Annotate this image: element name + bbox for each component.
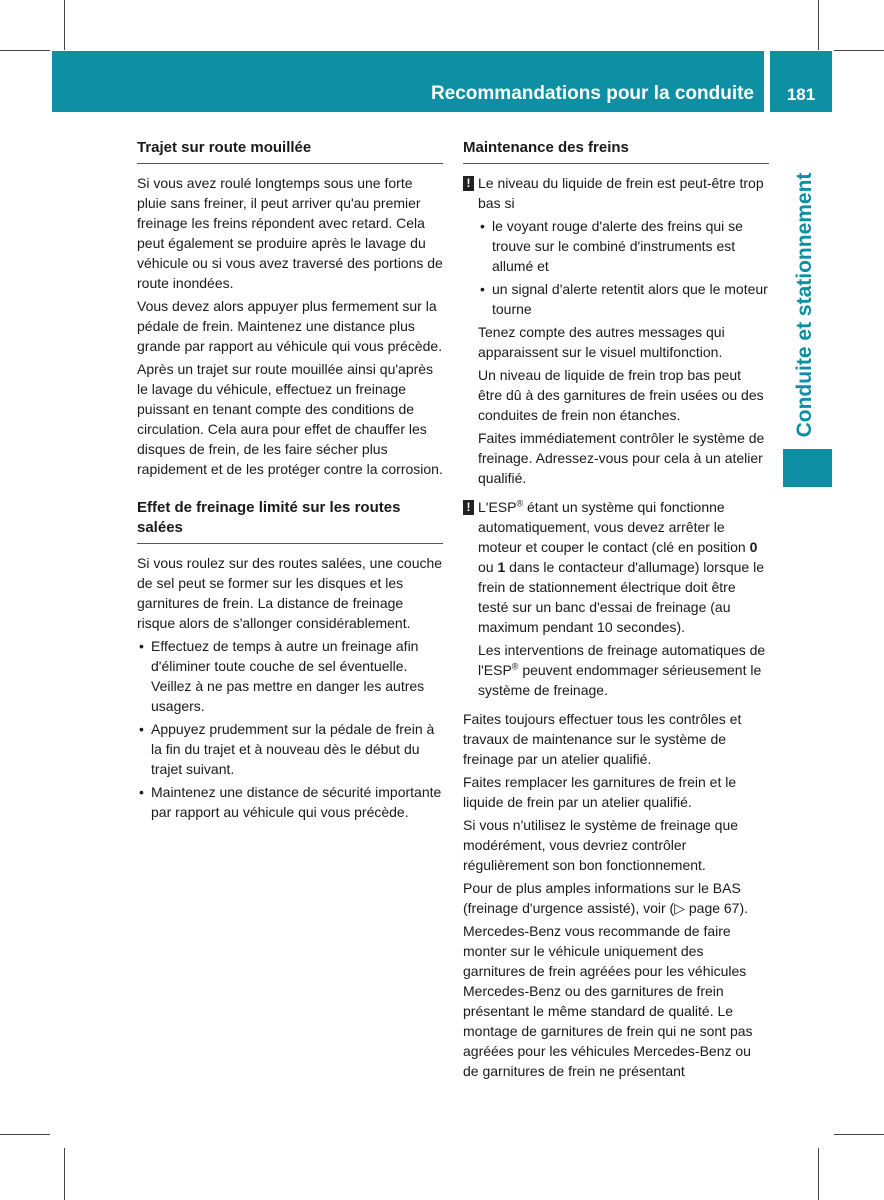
list-item-text: un signal d'alerte retentit alors que le moteur tourne: [492, 281, 768, 317]
paragraph: Vous devez alors appuyer plus fermement sur la pédale de frein. Maintenez une distance plus grande par rapport au véhicule qui vous précède.: [137, 298, 443, 354]
warning-paragraph: Un niveau de liquide de frein trop bas peut être dû à des garnitures de frein usées ou des conduites de frein non étanches.: [478, 367, 764, 423]
heading-brake-maintenance: Maintenance des freins: [463, 138, 769, 164]
paragraph: Si vous roulez sur des routes salées, une couche de sel peut se former sur les disques et les garnitures de frein. La distance de freinage risque alors de s'allonger considérablement.: [137, 555, 443, 631]
heading-wet-road: Trajet sur route mouillée: [137, 138, 443, 164]
bullet-icon: •: [139, 638, 144, 654]
key-position-1: 1: [497, 559, 506, 575]
list-item-text: Effectuez de temps à autre un freinage afin d'éliminer toute couche de sel éventuelle. Veillez à ne pas mettre en danger les autres usagers.: [151, 638, 425, 714]
warning-icon: !: [463, 500, 474, 515]
warning-text: dans le contacteur d'allumage) lorsque le frein de stationnement électrique doit être testé sur un banc d'essai de freinage (au maximum pendant 10 secondes).: [478, 559, 764, 635]
bullet-icon: •: [480, 218, 485, 234]
list-item: [478, 279, 769, 319]
crop-mark: [834, 1134, 884, 1135]
warning-text: peuvent endommager sérieusement le système de freinage.: [478, 662, 762, 698]
warning-icon: !: [463, 176, 474, 191]
warning-paragraph: Faites immédiatement contrôler le système de freinage. Adressez-vous pour cela à un atelier qualifié.: [478, 430, 765, 486]
crop-mark: [0, 50, 50, 51]
warning-paragraph: [478, 640, 769, 700]
side-tab-marker: [783, 449, 832, 487]
list-item: [478, 216, 769, 276]
right-column: [463, 138, 769, 1084]
crop-mark: [834, 50, 884, 51]
warning-intro: [463, 173, 769, 213]
crop-mark: [64, 0, 65, 50]
section-title: Recommandations pour la conduite: [430, 83, 754, 104]
registered-mark: ®: [516, 498, 524, 509]
crop-mark: [818, 0, 819, 50]
side-tab: [780, 165, 830, 445]
registered-mark: ®: [511, 661, 519, 672]
list-item: [137, 782, 443, 822]
paragraph: Mercedes-Benz vous recommande de faire monter sur le véhicule uniquement des garnitures de frein agréées pour les véhicules Mercedes-Benz ou des garnitures de frein présentant le même standard de qualité. Le montage de garnitures de frein qui ne sont pas agréées pour les véhicules Mercedes-Benz ou de garnitures de frein ne présentant: [463, 923, 753, 1079]
paragraph: Si vous avez roulé longtemps sous une forte pluie sans freiner, il peut arriver qu'au premier freinage les freins répondent avec retard. Cela peut également se produire après le lavage du véhicule ou si vous avez traversé des portions de route inondées.: [137, 175, 443, 291]
paragraph: Faites toujours effectuer tous les contrôles et travaux de maintenance sur le système de freinage par un atelier qualifié.: [463, 711, 742, 767]
crop-mark: [818, 1148, 819, 1200]
warning-text: Le niveau du liquide de frein est peut-être trop bas si: [478, 175, 764, 211]
crop-mark: [64, 1148, 65, 1200]
warning-text: ou: [478, 559, 498, 575]
page-number: 181: [786, 85, 816, 104]
header-bar: [52, 51, 764, 112]
warning-text: étant un système qui fonctionne automatiquement, vous devez arrêter le moteur et couper le contact (clé en position: [478, 499, 750, 555]
paragraph: Faites remplacer les garnitures de frein et le liquide de frein par un atelier qualifié.: [463, 774, 737, 810]
left-column: [137, 138, 443, 825]
list-item-text: Appuyez prudemment sur la pédale de frein à la fin du trajet et à nouveau dès le début du trajet suivant.: [151, 721, 435, 777]
bullet-icon: •: [480, 281, 485, 297]
paragraph-bas-reference: Pour de plus amples informations sur le BAS (freinage d'urgence assisté), voir (▷ page 67).: [463, 880, 749, 916]
key-position-0: 0: [749, 539, 758, 555]
warning-block: [463, 173, 769, 488]
side-tab-label: Conduite et stationnement: [793, 172, 816, 438]
bullet-icon: •: [139, 721, 144, 737]
warning-paragraph: Tenez compte des autres messages qui apparaissent sur le visuel multifonction.: [478, 324, 725, 360]
paragraph: Après un trajet sur route mouillée ainsi qu'après le lavage du véhicule, effectuez un freinage puissant en tenant compte des conditions de circulation. Cela aura pour effet de chauffer les disques de frein, de les faire sécher plus rapidement et de les protéger contre la corrosion.: [137, 361, 443, 477]
list-item: [137, 719, 443, 779]
bullet-icon: •: [139, 784, 144, 800]
crop-mark: [0, 1134, 50, 1135]
list-item-text: Maintenez une distance de sécurité importante par rapport au véhicule qui vous précède.: [151, 784, 442, 820]
heading-salted-roads: Effet de freinage limité sur les routes salées: [137, 498, 443, 544]
page-number-box: [770, 51, 832, 112]
warning-block: [463, 497, 769, 700]
list-item: [137, 636, 443, 716]
list-item-text: le voyant rouge d'alerte des freins qui se trouve sur le combiné d'instruments est allumé et: [492, 218, 743, 274]
paragraph: Si vous n'utilisez le système de freinage que modérément, vous devriez contrôler régulièrement son bon fonctionnement.: [463, 817, 739, 873]
warning-text: Les interventions de freinage automatiques de l'ESP: [478, 642, 766, 678]
esp-label: L'ESP: [478, 499, 517, 515]
warning-esp: [463, 497, 769, 637]
